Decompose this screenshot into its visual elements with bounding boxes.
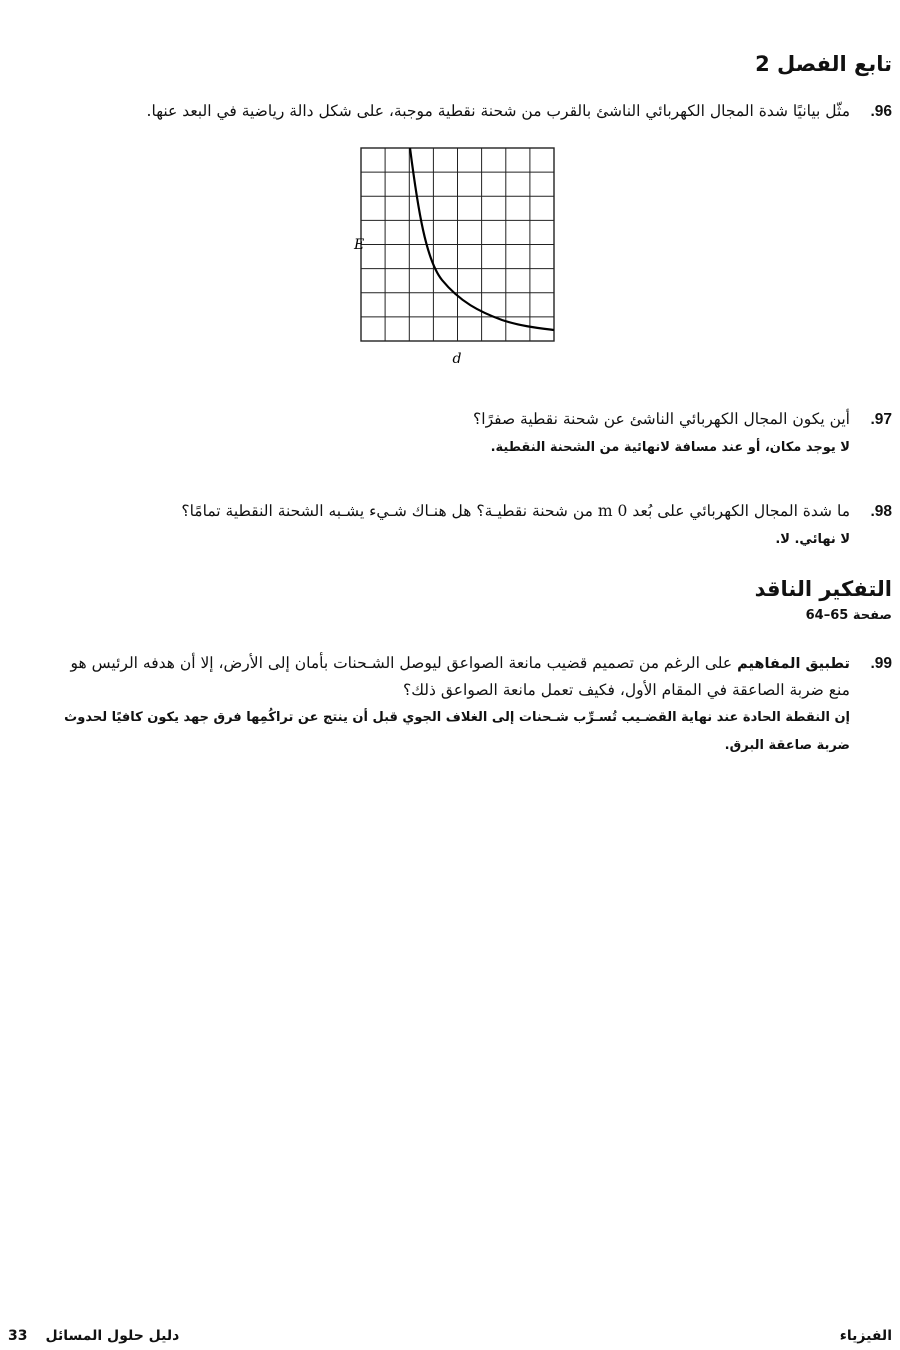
answer-text: لا يوجد مكان، أو عند مسافة لانهائية من الشحنة النقطية. (490, 440, 850, 455)
critical-thinking-heading: التفكير الناقد (754, 577, 892, 601)
question-term: تطبيق المفاهيم (737, 656, 850, 672)
question-text: مثّل بيانيًا شدة المجال الكهربائي الناشئ بالقرب من شحنة نقطية موجبة، على شكل دالة رياضية في البعد عنها. (146, 102, 850, 120)
page-reference: صفحة 65–64 (805, 608, 892, 623)
footer-subject: الفيزياء (839, 1328, 892, 1344)
question-text-line1: على الرغم من تصميم قضيب مانعة الصواعق ليوصل الشـحنات بأمان إلى الأرض، إلا أن هدفه الرئيس هو (70, 654, 733, 672)
question-number: 97. (870, 411, 892, 428)
question-text-line2: منع ضربة الصاعقة في المقام الأول، فكيف تعمل مانعة الصواعق ذلك؟ (403, 681, 850, 699)
answer-text: لا نهائي. لا. (775, 532, 850, 547)
question-number: 99. (870, 655, 892, 672)
question-98 (181, 498, 892, 553)
question-96 (147, 98, 892, 125)
x-axis-label: d (452, 351, 462, 367)
answer-text-line1: إن النقطة الحادة عند نهاية القضـيب تُسـرِّب شـحنات إلى الغلاف الجوي قبل أن ينتج عن تراكُمِها فرق جهد يكون كافيًا لحدوث (64, 710, 850, 725)
question-number: 98. (870, 503, 892, 520)
question-text: أين يكون المجال الكهربائي الناشئ عن شحنة نقطية صفرًا؟ (473, 410, 850, 428)
graph-grid (361, 148, 554, 341)
field-vs-distance-graph (330, 140, 570, 375)
y-axis-label: E (354, 237, 365, 253)
question-text: ما شدة المجال الكهربائي على بُعد 0 m من شحنة نقطيـة؟ هل هنـاك شـيء يشـبه الشحنة النقطية تمامًا؟ (181, 502, 850, 520)
answer-text-line2: ضربة صاعقة البرق. (724, 738, 850, 753)
guide-title: دليل حلول المسائل (45, 1328, 180, 1344)
question-99 (0, 650, 892, 759)
question-97 (473, 406, 892, 461)
chapter-continuation-heading: تابع الفصل 2 (755, 52, 892, 76)
footer-guide (8, 1328, 197, 1344)
question-number: 96. (870, 103, 892, 120)
page-number: 33 (8, 1328, 28, 1344)
